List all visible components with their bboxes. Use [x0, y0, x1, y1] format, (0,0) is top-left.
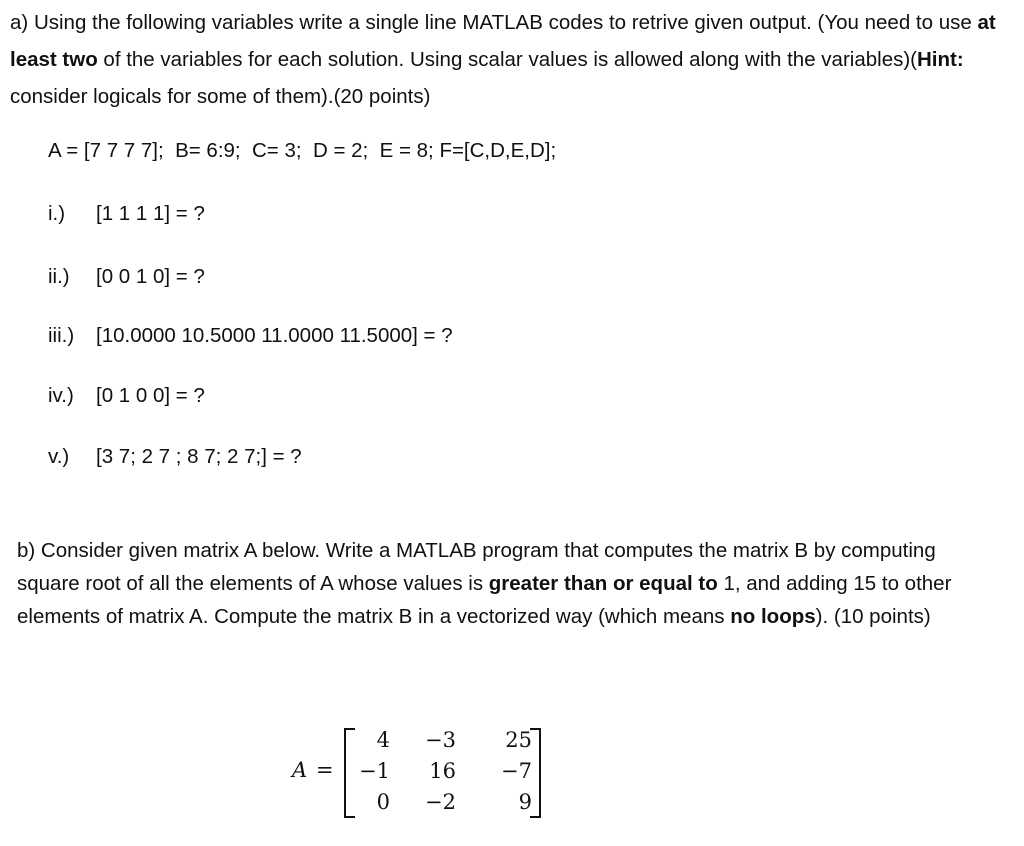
matrix-equals: = [316, 758, 334, 782]
item-number: ii.) [48, 265, 70, 288]
item-expression: [0 1 0 0] = ? [96, 384, 205, 407]
part-a-bold-2: Hint: [917, 48, 964, 71]
part-a-label: a) [10, 11, 29, 34]
matrix-cell: −7 [501, 759, 532, 783]
variable-definitions: A = [7 7 7 7]; B= 6:9; C= 3; D = 2; E = 8; F=[C,D,E,D]; [48, 139, 557, 162]
matrix-cell: 16 [429, 759, 456, 783]
item-expression: [1 1 1 1] = ? [96, 202, 205, 225]
matrix-cell: 25 [505, 728, 532, 752]
part-b-text-3: ). (10 points) [815, 605, 931, 628]
matrix-cell: −1 [359, 759, 390, 783]
part-b-text-1: Consider given matrix A below. Write a MATLAB program that computes the matrix B by computing square root of all the elements of A whose values is [17, 539, 936, 595]
part-a-text-2: of the variables for each solution. Using scalar values is allowed along with the variables)( [97, 48, 917, 71]
item-expression: [0 0 1 0] = ? [96, 265, 205, 288]
part-a-text-3: consider logicals for some of them).(20 points) [10, 85, 431, 108]
part-a-text-1: Using the following variables write a single line MATLAB codes to retrive given output. (You need to use [33, 11, 978, 34]
part-b-bold-1: greater than or equal to [488, 572, 718, 595]
item-number: iii.) [48, 324, 75, 347]
matrix-cell: −2 [425, 790, 456, 814]
item-number: i.) [48, 202, 66, 225]
part-b-paragraph [17, 534, 997, 633]
question-item [48, 445, 302, 469]
matrix-a [292, 724, 562, 824]
part-b-bold-2: no loops [730, 605, 816, 628]
part-b-label: b) [17, 539, 36, 562]
part-a-paragraph [10, 4, 1000, 115]
matrix-cell: 9 [518, 790, 532, 814]
question-item [48, 384, 205, 408]
part-a-bold-1: at least two [10, 11, 996, 71]
matrix-cell: 4 [376, 728, 390, 752]
question-item [48, 265, 205, 289]
question-item [48, 202, 205, 226]
item-expression: [10.0000 10.5000 11.0000 11.5000] = ? [96, 324, 453, 347]
matrix-name: A [292, 758, 308, 782]
question-item [48, 324, 453, 348]
matrix-cell: −3 [425, 728, 456, 752]
part-b-text-2: 1, and adding 15 to other elements of matrix A. Compute the matrix B in a vectorized way (which means [17, 572, 952, 628]
item-number: v.) [48, 445, 70, 468]
item-expression: [3 7; 2 7 ; 8 7; 2 7;] = ? [96, 445, 302, 468]
matrix-cell: 0 [376, 790, 390, 814]
item-number: iv.) [48, 384, 74, 407]
